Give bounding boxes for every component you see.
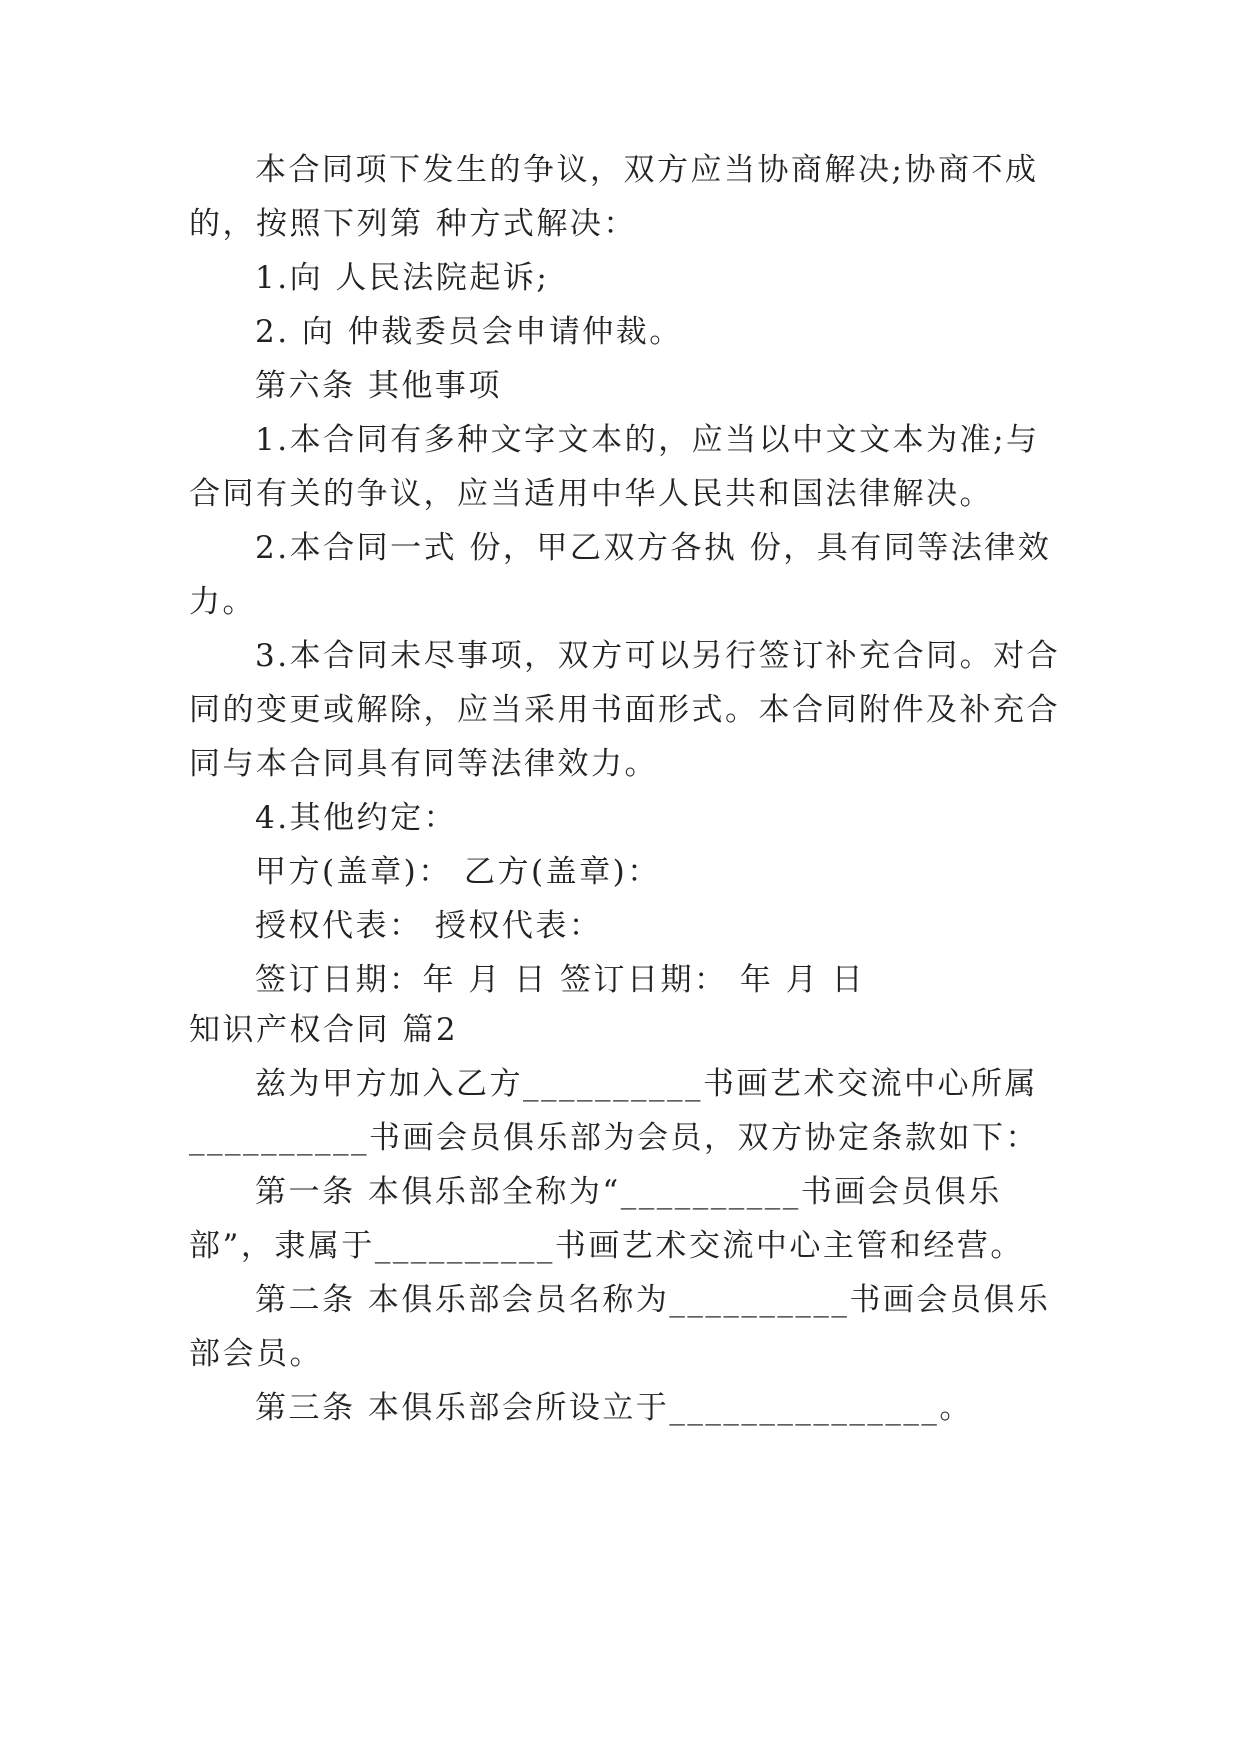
article-line: 第一条 本俱乐部全称为“__________书画会员俱乐 <box>255 1174 1002 1210</box>
paragraph-line: 的，按照下列第 种方式解决： <box>189 206 637 242</box>
article-line: 第三条 本俱乐部会所设立于_______________。 <box>255 1390 973 1426</box>
list-item: 1.向 人民法院起诉; <box>255 260 550 296</box>
paragraph-line: 同与本合同具有同等法律效力。 <box>189 746 658 782</box>
signature-line: 授权代表： 授权代表： <box>255 908 603 944</box>
list-item: 2. 向 仲裁委员会申请仲裁。 <box>255 314 683 350</box>
list-item: 4.其他约定： <box>255 800 458 836</box>
signature-line: 甲方(盖章)： 乙方(盖章)： <box>255 854 661 890</box>
list-item: 2.本合同一式 份，甲乙双方各执 份，具有同等法律效 <box>255 530 1052 566</box>
list-item: 3.本合同未尽事项，双方可以另行签订补充合同。对合 <box>255 638 1061 674</box>
document-section-title: 知识产权合同 篇2 <box>189 1012 459 1048</box>
paragraph-line: 力。 <box>189 584 256 620</box>
paragraph-line: 部”，隶属于__________书画艺术交流中心主管和经营。 <box>189 1228 1024 1264</box>
list-item: 1.本合同有多种文字文本的，应当以中文文本为准;与 <box>255 422 1040 458</box>
paragraph-line: 部会员。 <box>189 1336 323 1372</box>
paragraph-line: 本合同项下发生的争议，双方应当协商解决;协商不成 <box>255 152 1039 188</box>
paragraph-line: __________书画会员俱乐部为会员，双方协定条款如下： <box>189 1120 1039 1156</box>
paragraph-line: 同的变更或解除，应当采用书面形式。本合同附件及补充合 <box>189 692 1060 728</box>
paragraph-line: 合同有关的争议，应当适用中华人民共和国法律解决。 <box>189 476 993 512</box>
article-line: 第二条 本俱乐部会员名称为__________书画会员俱乐 <box>255 1282 1051 1318</box>
section-heading: 第六条 其他事项 <box>255 368 502 404</box>
signature-line: 签订日期：年 月 日 签订日期： 年 月 日 <box>255 962 866 998</box>
paragraph-line: 兹为甲方加入乙方__________书画艺术交流中心所属 <box>255 1066 1038 1102</box>
